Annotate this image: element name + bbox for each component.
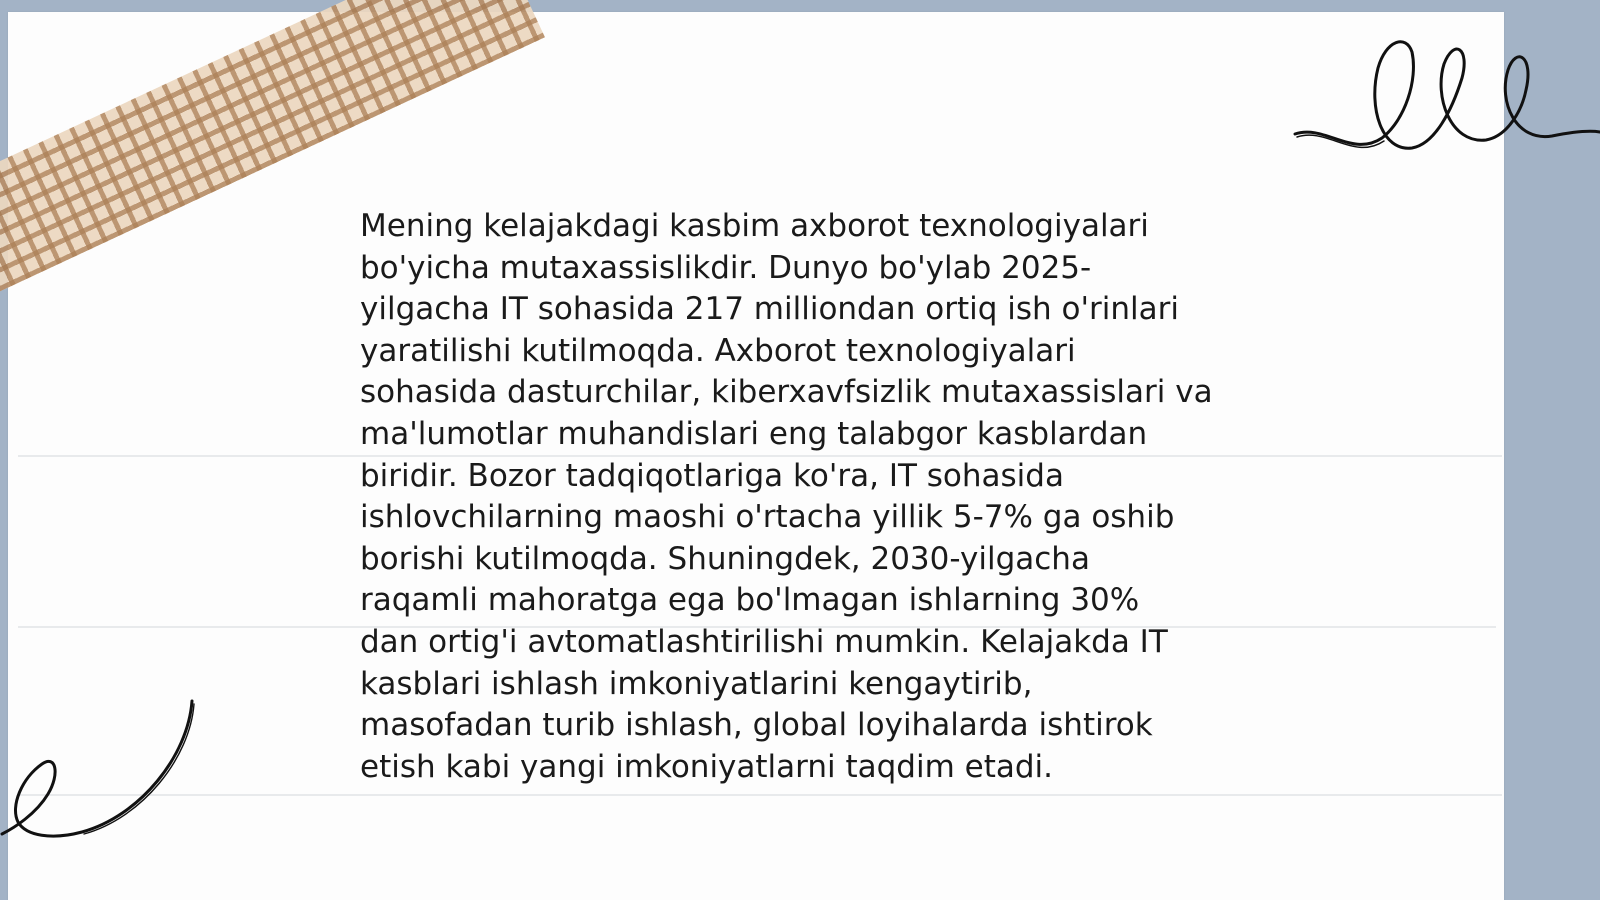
paper-rule-line xyxy=(18,794,1502,796)
checkmark-scribble-icon xyxy=(0,696,200,846)
loop-scribble-icon xyxy=(1290,30,1600,165)
body-paragraph: Mening kelajakdagi kasbim axborot texnologiyalari bo'yicha mutaxassislikdir. Dunyo bo'ylab 2025- yilgacha IT sohasida 217 milliondan ortiq ish o'rinlari yaratilishi kutilmoqda. Axborot texnologiyalari sohasida dasturchilar, kiberxavfsizlik mutaxassislari va ma'lumotlar muhandislari eng talabgor kasblardan biridir. Bozor tadqiqotlariga ko'ra, IT sohasida ishlovchilarning maoshi o'rtacha yillik 5-7% ga oshib borishi kutilmoqda. Shuningdek, 2030-yilgacha raqamli mahoratga ega bo'lmagan ishlarning 30% dan ortig'i avtomatlashtirilishi mumkin. Kelajakda IT kasblari ishlash imkoniyatlarini kengaytirib, masofadan turib ishlash, global loyihalarda ishtirok etish kabi yangi imkoniyatlarni taqdim etadi. xyxy=(360,208,1213,785)
